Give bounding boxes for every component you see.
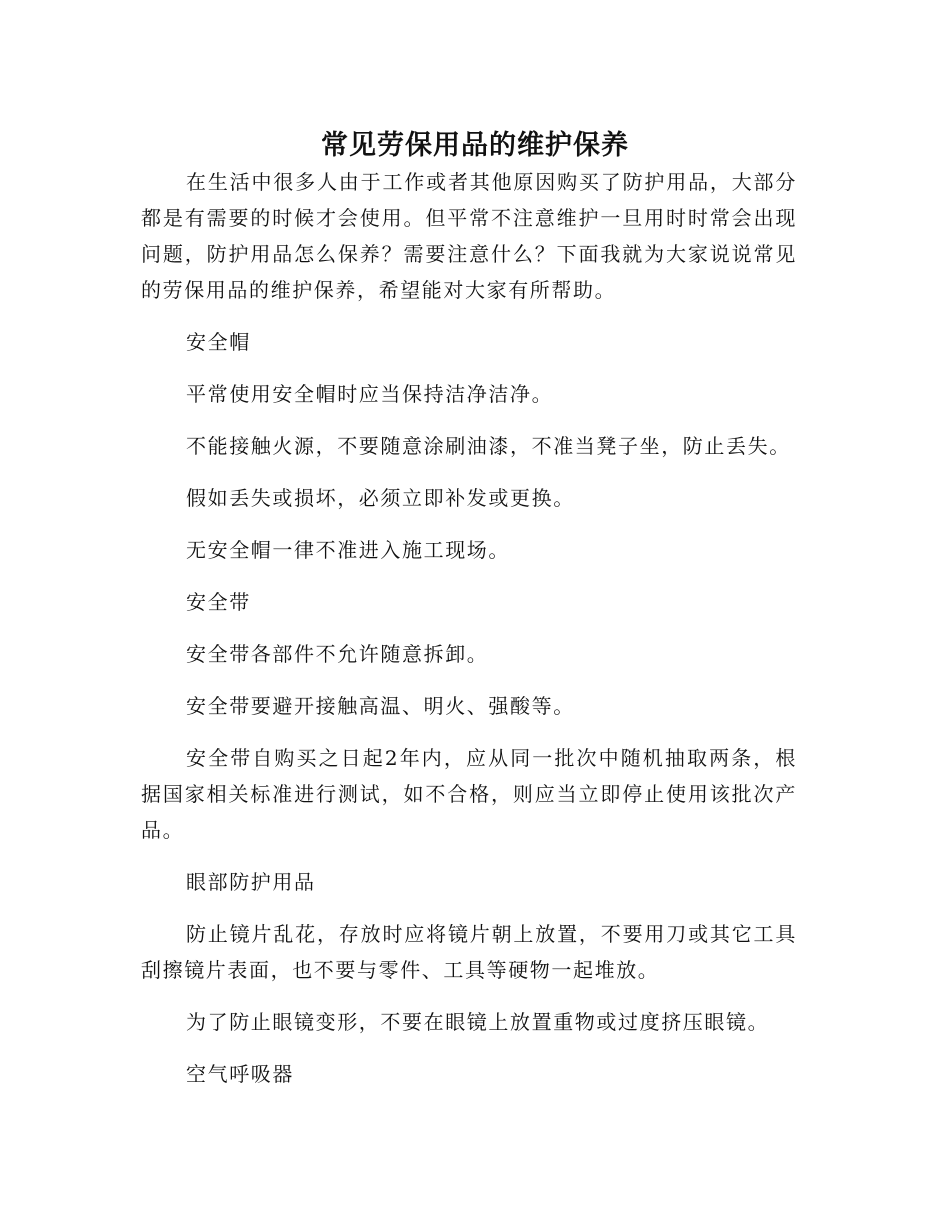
paragraph: 为了防止眼镜变形，不要在眼镜上放置重物或过度挤压眼镜。 [186, 1010, 770, 1034]
paragraph: 不能接触火源，不要随意涂刷油漆，不准当凳子坐，防止丢失。 [186, 434, 791, 458]
section-heading-helmet: 安全帽 [186, 330, 251, 354]
paragraph: 安全带要避开接触高温、明火、强酸等。 [186, 694, 575, 718]
paragraph: 平常使用安全帽时应当保持洁净洁净。 [186, 382, 554, 406]
document-body [141, 164, 797, 1108]
section-heading-safety-belt: 安全带 [186, 590, 251, 614]
paragraph: 安全带自购买之日起2年内，应从同一批次中随机抽取两条，根据国家相关标准进行测试，如不合格，则应当立即停止使用该批次产品。 [141, 746, 797, 842]
paragraph: 防止镜片乱花，存放时应将镜片朝上放置，不要用刀或其它工具刮擦镜片表面，也不要与零件、工具等硬物一起堆放。 [141, 922, 797, 982]
paragraph: 安全带各部件不允许随意拆卸。 [186, 642, 489, 666]
section-heading-eye-protection: 眼部防护用品 [186, 870, 316, 894]
section-heading-air-respirator: 空气呼吸器 [186, 1062, 294, 1086]
document-title: 常见劳保用品的维护保养 [321, 130, 629, 162]
paragraph: 假如丢失或损坏，必须立即补发或更换。 [186, 486, 575, 510]
paragraph: 无安全帽一律不准进入施工现场。 [186, 538, 510, 562]
intro-paragraph: 在生活中很多人由于工作或者其他原因购买了防护用品，大部分都是有需要的时候才会使用。但平常不注意维护一旦用时时常会出现问题，防护用品怎么保养？需要注意什么？下面我就为大家说说常见的劳保用品的维护保养，希望能对大家有所帮助。 [141, 170, 797, 302]
